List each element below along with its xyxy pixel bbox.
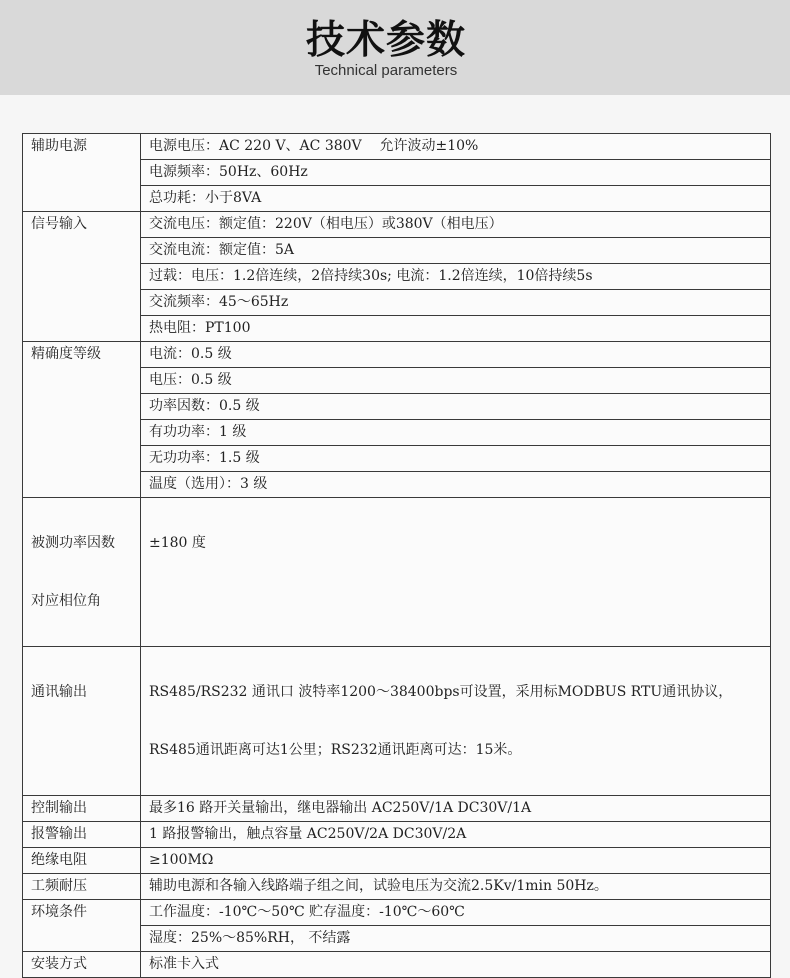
table-row — [23, 796, 771, 822]
param-value-text: ≥100MΩ — [149, 852, 214, 868]
param-value — [141, 498, 771, 647]
table-row — [23, 212, 771, 238]
param-value — [141, 822, 771, 848]
param-label-alarm-output — [23, 822, 141, 848]
table-row — [23, 952, 771, 978]
param-value — [141, 394, 771, 420]
table-row — [23, 647, 771, 796]
param-value-text: 电流：0.5 级 — [149, 346, 232, 362]
parameters-table — [22, 133, 771, 978]
param-label-insulation — [23, 848, 141, 874]
table-row — [23, 874, 771, 900]
param-value — [141, 952, 771, 978]
param-value-text: 过载：电压：1.2倍连续，2倍持续30s; 电流：1.2倍连续，10倍持续5s — [149, 268, 593, 284]
table-row — [23, 498, 771, 647]
param-value — [141, 264, 771, 290]
param-value-text: 辅助电源和各输入线路端子组之间，试验电压为交流2.5Kv/1min 50Hz。 — [149, 878, 608, 894]
table-row — [23, 342, 771, 368]
param-label-aux-power — [23, 134, 141, 212]
param-label-text: 工频耐压 — [31, 878, 87, 894]
param-value — [141, 647, 771, 796]
param-label-text: 通讯输出 — [31, 684, 87, 700]
param-label-text: 控制输出 — [31, 800, 87, 816]
param-value — [141, 420, 771, 446]
table-row — [23, 822, 771, 848]
param-label-withstand-voltage — [23, 874, 141, 900]
param-label-signal-input — [23, 212, 141, 342]
param-value-text: 有功功率：1 级 — [149, 424, 247, 440]
param-label-control-output — [23, 796, 141, 822]
param-value-text: 电源电压：AC 220 V、AC 380V 允许波动±10% — [149, 138, 479, 154]
param-label-spacer — [31, 737, 132, 763]
param-label-phase-angle — [23, 498, 141, 647]
param-label-text: 报警输出 — [31, 826, 87, 842]
param-value — [141, 796, 771, 822]
param-value — [141, 160, 771, 186]
param-label-text: 对应相位角 — [31, 593, 101, 609]
param-value — [141, 134, 771, 160]
param-value — [141, 186, 771, 212]
param-value-text: ±180 度 — [149, 535, 206, 551]
param-label-text: 被测功率因数 — [31, 535, 115, 551]
param-value-text: 热电阻：PT100 — [149, 320, 251, 336]
param-value-spacer — [149, 588, 762, 614]
page-subtitle: Technical parameters — [314, 62, 458, 79]
param-label-text: 辅助电源 — [31, 138, 87, 154]
param-value — [141, 874, 771, 900]
param-value-text: 交流频率：45～65Hz — [149, 294, 289, 310]
param-label-text: 环境条件 — [31, 904, 87, 920]
param-value-text: 电压：0.5 级 — [149, 372, 232, 388]
param-value-text: 1 路报警输出，触点容量 AC250V/2A DC30V/2A — [149, 826, 467, 842]
param-value-text: 最多16 路开关量输出，继电器输出 AC250V/1A DC30V/1A — [149, 800, 532, 816]
param-value — [141, 368, 771, 394]
param-value-text: 湿度：25%～85%RH， 不结露 — [149, 930, 351, 946]
header-band — [0, 0, 790, 95]
param-value-text: 总功耗：小于8VA — [149, 190, 262, 206]
table-row — [23, 134, 771, 160]
param-value — [141, 342, 771, 368]
param-value — [141, 212, 771, 238]
table-row — [23, 848, 771, 874]
param-label-text: 安装方式 — [31, 956, 87, 972]
param-label-text: 精确度等级 — [31, 346, 101, 362]
page-title: 技术参数 — [305, 18, 466, 63]
param-value — [141, 848, 771, 874]
param-label-text: 信号输入 — [31, 216, 87, 232]
param-value-text: 温度（选用）：3 级 — [149, 476, 268, 492]
param-label-text: 绝缘电阻 — [31, 852, 87, 868]
param-value-text: 工作温度：-10℃～50℃ 贮存温度：-10℃～60℃ — [149, 904, 465, 920]
param-value — [141, 926, 771, 952]
param-value-text: 交流电压：额定值：220V（相电压）或380V（相电压） — [149, 216, 503, 232]
param-value — [141, 238, 771, 264]
param-value — [141, 472, 771, 498]
param-value — [141, 290, 771, 316]
param-label-accuracy-class — [23, 342, 141, 498]
param-value-text: 功率因数：0.5 级 — [149, 398, 260, 414]
param-label-installation — [23, 952, 141, 978]
table-row — [23, 900, 771, 926]
param-label-communication — [23, 647, 141, 796]
param-value-text: 无功功率：1.5 级 — [149, 450, 260, 466]
param-value-text: 标准卡入式 — [149, 956, 219, 972]
param-value-text: RS485/RS232 通讯口 波特率1200～38400bps可设置，采用标MODBUS RTU通讯协议， — [149, 684, 733, 700]
param-value — [141, 446, 771, 472]
param-value-text: RS485通讯距离可达1公里；RS232通讯距离可达：15米。 — [149, 742, 522, 758]
param-label-environment — [23, 900, 141, 952]
param-value-text: 交流电流：额定值：5A — [149, 242, 295, 258]
param-value-text: 电源频率：50Hz、60Hz — [149, 164, 308, 180]
param-value — [141, 316, 771, 342]
param-value — [141, 900, 771, 926]
